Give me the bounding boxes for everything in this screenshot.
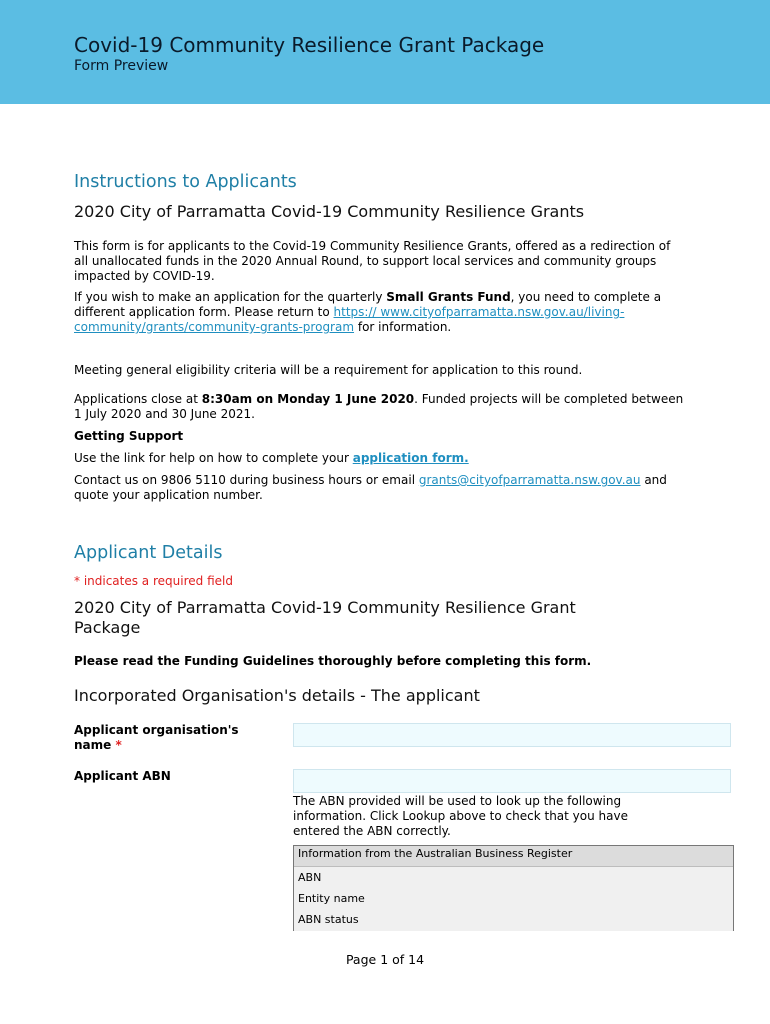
small-grants-paragraph [74, 290, 684, 335]
abr-row-abn-status: ABN status [298, 913, 359, 926]
contact-text: Contact us on 9806 5110 during business hours or email [74, 473, 419, 487]
org-name-label-text: Applicant organisation's name [74, 723, 239, 752]
org-name-label [74, 723, 274, 753]
grants-email-link[interactable]: grants@cityofparramatta.nsw.gov.au [418, 473, 641, 487]
closing-date-text: 8:30am on Monday 1 June 2020 [201, 392, 415, 406]
applicant-details-heading: Applicant Details [74, 543, 223, 563]
abr-info-header: Information from the Australian Business Register [294, 846, 733, 867]
para2-post-text: for information. [354, 320, 452, 334]
para2-text: If you wish to make an application for the quarterly [74, 290, 387, 304]
para2-mid-text: , you need to complete a different application form. Please return to [74, 290, 662, 319]
application-form-link[interactable]: application form. [352, 451, 469, 465]
package-title: 2020 City of Parramatta Covid-19 Community Resilience Grant Package [74, 598, 576, 637]
form-title: Covid-19 Community Resilience Grant Package [74, 33, 545, 57]
abr-row-abn: ABN [298, 871, 322, 884]
contact-paragraph [74, 473, 684, 503]
closing-date-paragraph [74, 392, 684, 422]
org-name-input[interactable] [293, 723, 731, 747]
abr-info-panel [293, 845, 734, 931]
instructions-subheading: 2020 City of Parramatta Covid-19 Community Resilience Grants [74, 202, 585, 221]
abn-input[interactable] [293, 769, 731, 793]
intro-paragraph: This form is for applicants to the Covid-19 Community Resilience Grants, offered as a redirection of all unallocated funds in the 2020 Annual Round, to support local services and community groups impacted by COVID-19. [74, 239, 671, 283]
support-paragraph [74, 451, 684, 466]
abn-help-text: The ABN provided will be used to look up the following information. Click Lookup above to check that you have entered the ABN correctly. [293, 794, 628, 838]
eligibility-paragraph: Meeting general eligibility criteria will be a requirement for application to this round. [74, 363, 583, 377]
section-title: Incorporated Organisation's details - The applicant [74, 686, 480, 705]
abr-row-entity-name: Entity name [298, 892, 365, 905]
page-number: Page 1 of 14 [345, 952, 425, 967]
page-header [0, 0, 770, 104]
abn-label: Applicant ABN [74, 769, 171, 783]
required-star: * [115, 738, 122, 752]
grants-program-link[interactable]: https:// www.cityofparramatta.nsw.gov.au/living-community/grants/community-grants-program [74, 305, 625, 334]
para4-post-text: . Funded projects will be completed between 1 July 2020 and 30 June 2021. [74, 392, 684, 421]
instructions-heading: Instructions to Applicants [74, 172, 297, 192]
contact-post-text: and quote your application number. [74, 473, 667, 502]
form-subtitle: Form Preview [74, 58, 169, 74]
guidelines-note: Please read the Funding Guidelines thoroughly before completing this form. [74, 654, 592, 668]
getting-support-heading: Getting Support [74, 429, 184, 443]
required-field-note: * indicates a required field [74, 574, 233, 588]
support-text: Use the link for help on how to complete your [74, 451, 353, 465]
para4-text: Applications close at [74, 392, 202, 406]
small-grants-fund-text: Small Grants Fund [386, 290, 511, 304]
